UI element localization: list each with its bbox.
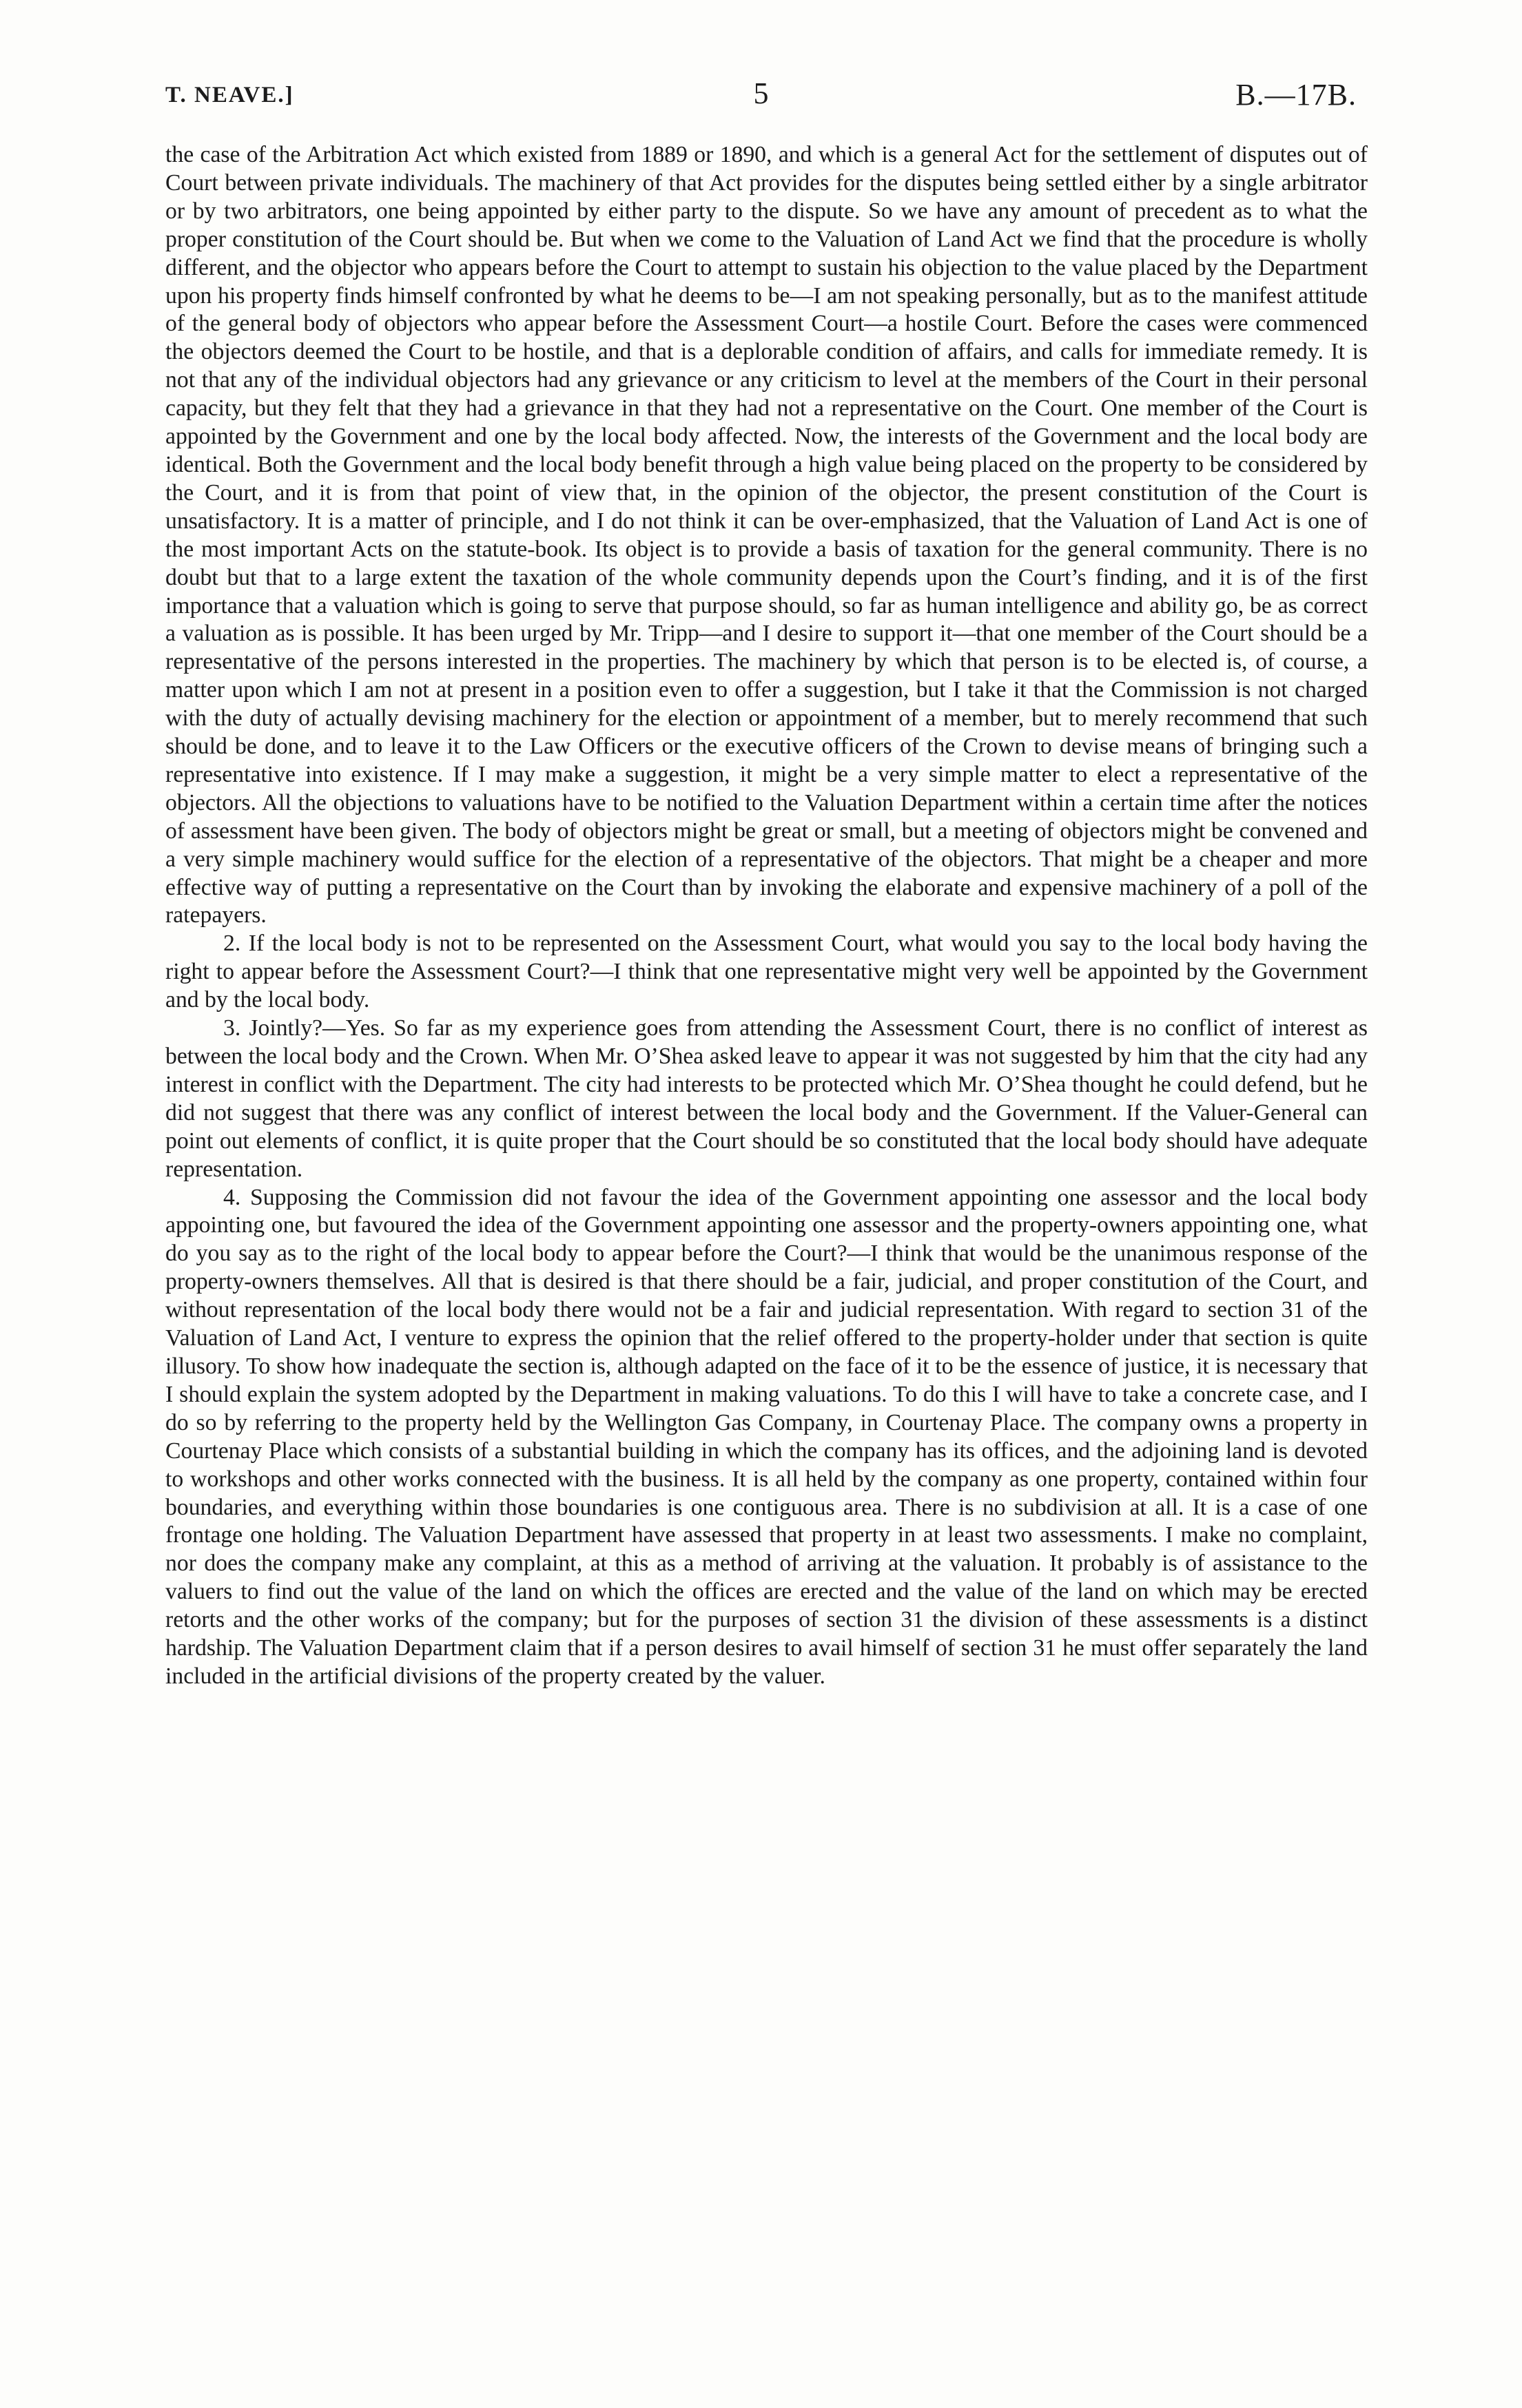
paragraph-question-3: 3. Jointly?—Yes. So far as my experience goes from attending the Assessment Court, there is no conflict of interest as between the local body and the Crown. When Mr. O’Shea asked leave to appear it was not suggested by him that the city had any interest in conflict with the Department. The city had interests to be protected which Mr. O’Shea thought he could defend, but he did not suggest that there was any conflict of interest between the local body and the Government. If the Valuer-General can point out elements of conflict, it is quite proper that the Court should be so constituted that the local body should have adequate representation. (165, 1015, 1368, 1182)
page-header (165, 69, 1357, 117)
body-text (165, 141, 1368, 1691)
witness-name: T. NEAVE.] (165, 83, 294, 107)
paragraph-question-4: 4. Supposing the Commission did not favour the idea of the Government appointing one assessor and the local body appointing one, but favoured the idea of the Government appointing one assessor and the property-owners appointing one, what do you say as to the right of the local body to appear before the Court?—I think that would be the unanimous response of the property-owners themselves. All that is desired is that there should be a fair, judicial, and proper constitution of the Court, and without representation of the local body there would not be a fair and judicial representation. With regard to section 31 of the Valuation of Land Act, I venture to express the opinion that the relief offered to the property-holder under that section is quite illusory. To show how inadequate the section is, although adapted on the face of it to be the essence of justice, it is necessary that I should explain the system adopted by the Department in making valuations. To do this I will have to take a concrete case, and I do so by referring to the property held by the Wellington Gas Company, in Courtenay Place. The company owns a property in Courtenay Place which consists of a substantial building in which the company has its offices, and the adjoining land is devoted to workshops and other works connected with the business. It is all held by the company as one property, contained within four boundaries, and everything within those boundaries is one contiguous area. There is no subdivision at all. It is a case of one frontage one holding. The Valuation Department have assessed that property in at least two assessments. I make no complaint, nor does the company make any complaint, at this as a method of arriving at the valuation. It probably is of assistance to the valuers to find out the value of the land on which the offices are erected and the value of the land on which may be erected retorts and the other works of the company; but for the purposes of section 31 the division of these assessments is a distinct hardship. The Valuation Department claim that if a person desires to avail himself of section 31 he must offer separately the land included in the artificial divisions of the property created by the valuer. (165, 1184, 1368, 1689)
paragraph-question-2: 2. If the local body is not to be represented on the Assessment Court, what would you say to the local body having the right to appear before the Assessment Court?—I think that one representative might very well be appointed by the Government and by the local body. (165, 931, 1368, 1013)
page-number: 5 (753, 76, 769, 110)
paper-reference: B.—17B. (1235, 78, 1357, 112)
paragraph-continuation: the case of the Arbitration Act which existed from 1889 or 1890, and which is a general Act for the settlement of disputes out of Court between private individuals. The machinery of that Act provides for the disputes being settled either by a single arbitrator or by two arbitrators, one being appointed by either party to the dispute. So we have any amount of precedent as to what the proper constitution of the Court should be. But when we come to the Valuation of Land Act we find that the procedure is wholly different, and the objector who appears before the Court to attempt to sustain his objection to the value placed by the Department upon his property finds himself confronted by what he deems to be—I am not speaking personally, but as to the manifest attitude of the general body of objectors who appear before the Assessment Court—a hostile Court. Before the cases were commenced the objectors deemed the Court to be hostile, and that is a deplorable condition of affairs, and calls for immediate remedy. It is not that any of the individual objectors had any grievance or any criticism to level at the members of the Court in their personal capacity, but they felt that they had a grievance in that they had not a representative on the Court. One member of the Court is appointed by the Government and one by the local body affected. Now, the interests of the Government and the local body are identical. Both the Government and the local body benefit through a high value being placed on the property to be considered by the Court, and it is from that point of view that, in the opinion of the objector, the present constitution of the Court is unsatisfactory. It is a matter of principle, and I do not think it can be over-emphasized, that the Valuation of Land Act is one of the most important Acts on the statute-book. Its object is to provide a basis of taxation for the general community. There is no doubt but that to a large extent the taxation of the whole community depends upon the Court’s finding, and it is of the first importance that a valuation which is going to serve that purpose should, so far as human intelligence and ability go, be as correct a valuation as is possible. It has been urged by Mr. Tripp—and I desire to support it—that one member of the Court should be a representative of the persons interested in the properties. The machinery by which that person is to be elected is, of course, a matter upon which I am not at present in a position even to offer a suggestion, but I take it that the Commission is not charged with the duty of actually devising machinery for the election or appointment of a member, but to merely recommend that such should be done, and to leave it to the Law Officers or the executive officers of the Crown to devise means of bringing such a representative into existence. If I may make a suggestion, it might be a very simple matter to elect a representative of the objectors. All the objections to valuations have to be notified to the Valuation Department within a certain time after the notices of assessment have been given. The body of objectors might be great or small, but a meeting of objectors might be convened and a very simple machinery would suffice for the election of a representative of the objectors. That might be a cheaper and more effective way of putting a representative on the Court than by invoking the elaborate and expensive machinery of a poll of the ratepayers. (165, 142, 1368, 928)
